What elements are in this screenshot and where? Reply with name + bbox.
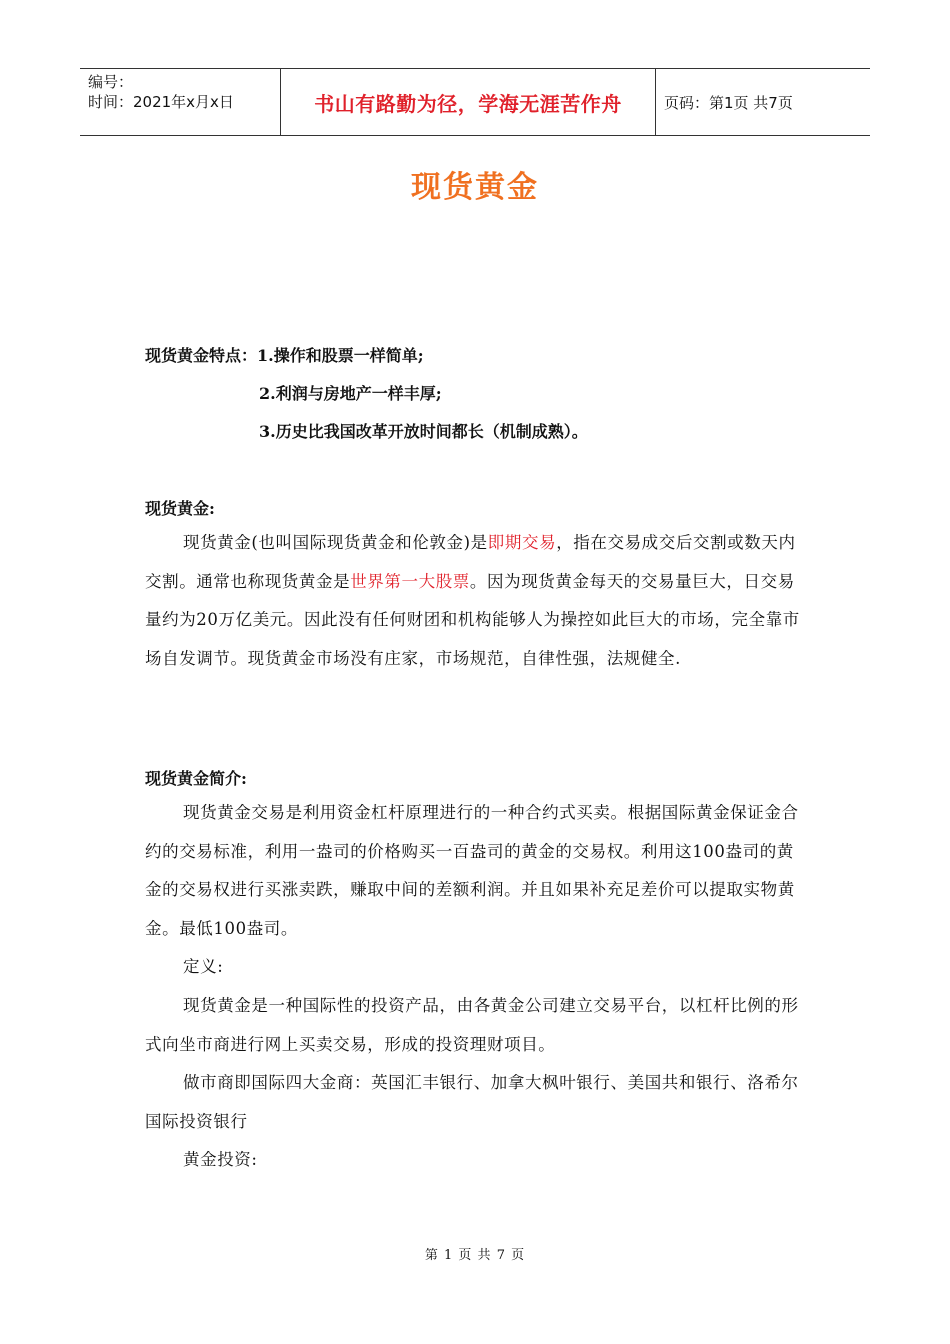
number-label: 编号： [88, 73, 134, 91]
features-lead: 现货黄金特点： [145, 346, 258, 365]
header-motto: 书山有路勤为径，学海无涯苦作舟 [281, 69, 656, 135]
para-text: 。因为现货黄金每天的交易量巨大，日交易量约为20万亿美元。因此没有任何财团和机构能够人为操控如此巨大的市场，完全靠市场自发调节。现货黄金市场没有庄家，市场规范，自律性强，法规健全. [145, 571, 800, 668]
header-page-info: 页码：第1页 共7页 [664, 93, 793, 112]
paragraph-spot-gold [145, 524, 810, 678]
paragraph-market-makers: 做市商即国际四大金商：英国汇丰银行、加拿大枫叶银行、美国共和银行、洛希尔国际投资银行 [145, 1073, 799, 1131]
paragraph-definition-label: 定义: [183, 957, 224, 976]
para-text: 现货黄金(也叫国际现货黄金和伦敦金)是 [183, 533, 488, 552]
feature-item-1: 1.操作和股票一样简单; [257, 346, 424, 365]
paragraph-definition: 现货黄金是一种国际性的投资产品，由各黄金公司建立交易平台，以杠杆比例的形式向坐市商进行网上买卖交易，形成的投资理财项目。 [145, 996, 799, 1054]
document-title: 现货黄金 [411, 170, 539, 205]
section-heading-spot-gold: 现货黄金: [145, 499, 215, 518]
para-text: ，指在交易成交后交割或数天内交割。通常也称现货黄金是 [145, 533, 796, 591]
features-block [145, 342, 588, 456]
paragraph-gold-investment: 黄金投资: [183, 1150, 258, 1169]
highlight-spot-trade: 即期交易 [487, 533, 557, 552]
feature-item-2: 2.利润与房地产一样丰厚; [259, 384, 442, 403]
paragraph-intro: 现货黄金交易是利用资金杠杆原理进行的一种合约式买卖。根据国际黄金保证金合约的交易标准，利用一盎司的价格购买一百盎司的黄金的交易权。利用这100盎司的黄金的交易权进行买涨卖跌，赚取中间的差额利润。并且如果补充足差价可以提取实物黄金。最低100盎司。 [145, 803, 799, 938]
time-label: 时间：2021年x月x日 [88, 93, 234, 111]
feature-item-3: 3.历史比我国改革开放时间都长（机制成熟）。 [259, 422, 588, 441]
header-meta-cell [80, 69, 281, 135]
highlight-largest-stock: 世界第一大股票 [350, 571, 470, 591]
feature-line-1 [145, 342, 588, 380]
page-footer: 第 1 页 共 7 页 [424, 1248, 526, 1263]
header-table [80, 68, 870, 136]
section-heading-intro: 现货黄金简介: [145, 769, 247, 788]
